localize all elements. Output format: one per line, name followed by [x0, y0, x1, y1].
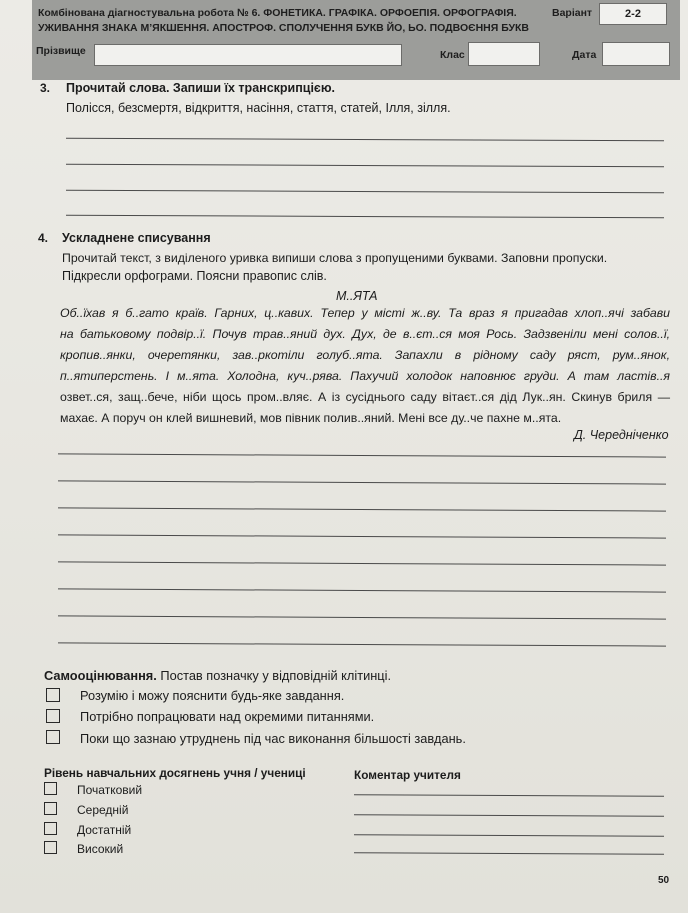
level-option: Середній	[77, 803, 129, 817]
teacher-comment-title: Коментар учителя	[354, 768, 461, 782]
plain-line: махає. А поруч он клей вишневий, мов півник полив..яний. Мені все ду..че пахне м..ята.	[60, 411, 562, 425]
answer-line[interactable]	[58, 561, 666, 565]
task4-instruction-line2: Підкресли орфограми. Поясни правопис слів.	[62, 269, 327, 283]
header-title-line1: Комбінована діагностувальна робота № 6. ФОНЕТИКА. ГРАФІКА. ОРФОЕПІЯ. ОРФОГРАФІЯ.	[38, 7, 517, 19]
level-checkbox[interactable]	[44, 802, 57, 815]
date-label: Дата	[572, 49, 597, 61]
comment-line[interactable]	[354, 834, 664, 837]
text-title: М..ЯТА	[336, 289, 378, 303]
answer-line[interactable]	[66, 190, 664, 194]
self-assessment-checkbox[interactable]	[46, 730, 60, 744]
self-assessment-checkbox[interactable]	[46, 688, 60, 702]
level-option: Достатній	[77, 823, 132, 837]
italic-line: п..ятиперстень. І м..ята. Холодна, куч..рява. Пахучий холодок наповнює груди. А там ластів..я	[60, 369, 670, 383]
answer-line[interactable]	[58, 642, 666, 646]
page-number: 50	[658, 875, 670, 886]
self-assessment-option: Розумію і можу пояснити будь-яке завдання.	[80, 688, 345, 703]
task3-title: Прочитай слова. Запиши їх транскрипцією.	[66, 81, 335, 95]
comment-line[interactable]	[354, 852, 664, 855]
answer-line[interactable]	[58, 615, 666, 619]
answer-line[interactable]	[58, 453, 666, 457]
variant-label: Варіант	[552, 7, 593, 19]
self-assessment-option: Потрібно попрацювати над окремими питаннями.	[80, 709, 375, 724]
text-author: Д. Чередніченко	[574, 428, 669, 442]
levels-title: Рівень навчальних досягнень учня / учениці	[44, 766, 306, 780]
italic-line: кропив..янки, очеретянки, зав..ркотіли голуб..ята. Запахли в рідному саду ряст, рум..янок,	[60, 348, 670, 362]
italic-line: на батьковому подвір..ї. Почув трав..яний дух. Дух, де в..єт..ся моя Рось. Задзвеніли мені солов..ї,	[60, 327, 670, 341]
surname-field[interactable]	[94, 44, 402, 66]
task4-title: Ускладнене списування	[62, 231, 211, 245]
class-label: Клас	[440, 49, 465, 61]
comment-line[interactable]	[354, 794, 664, 797]
class-field[interactable]	[468, 42, 540, 66]
variant-box: 2-2	[599, 3, 667, 25]
self-assessment-checkbox[interactable]	[46, 709, 60, 723]
italic-line: Об..їхав я б..гато країв. Гарних, ц..кавих. Тепер у місті ж..ву. Та враз я пригадав хлоп..ячі забави	[60, 306, 670, 320]
answer-line[interactable]	[58, 534, 666, 538]
self-assessment-option: Поки що зазнаю утруднень під час виконання більшості завдань.	[80, 731, 466, 746]
level-checkbox[interactable]	[44, 822, 57, 835]
comment-line[interactable]	[354, 814, 664, 817]
self-assessment-instruction: Постав позначку у відповідній клітинці.	[156, 668, 392, 683]
task4-number: 4.	[38, 231, 49, 245]
worksheet-header	[32, 0, 680, 80]
task4-instruction-line1: Прочитай текст, з виділеного уривка випиши слова з пропущеними буквами. Заповни пропуски.	[62, 251, 608, 265]
header-title-line2: УЖИВАННЯ ЗНАКА М’ЯКШЕННЯ. АПОСТРОФ. СПОЛУЧЕННЯ БУКВ ЙО, ЬО. ПОДВОЄННЯ БУКВ	[38, 22, 530, 34]
answer-line[interactable]	[58, 588, 666, 592]
level-option: Високий	[77, 842, 124, 856]
answer-line[interactable]	[58, 480, 666, 484]
plain-line: озвет..ся, защ..бече, ніби щось пром..вляє. А із сусіднього саду вітаєт..ся дід Лук..ян. Скинув бриля —	[60, 390, 670, 404]
answer-line[interactable]	[66, 138, 664, 142]
answer-line[interactable]	[66, 215, 664, 219]
date-field[interactable]	[602, 42, 670, 66]
level-option: Початковий	[77, 783, 143, 797]
answer-line[interactable]	[58, 507, 666, 511]
level-checkbox[interactable]	[44, 841, 57, 854]
task3-words: Полісся, безсмертя, відкриття, насіння, стаття, статей, Ілля, зілля.	[66, 101, 451, 115]
surname-label: Прізвище	[36, 45, 86, 57]
level-checkbox[interactable]	[44, 782, 57, 795]
task3-number: 3.	[40, 81, 51, 95]
self-assessment	[44, 667, 391, 684]
self-assessment-title: Самооцінювання.	[44, 668, 157, 683]
answer-line[interactable]	[66, 164, 664, 168]
